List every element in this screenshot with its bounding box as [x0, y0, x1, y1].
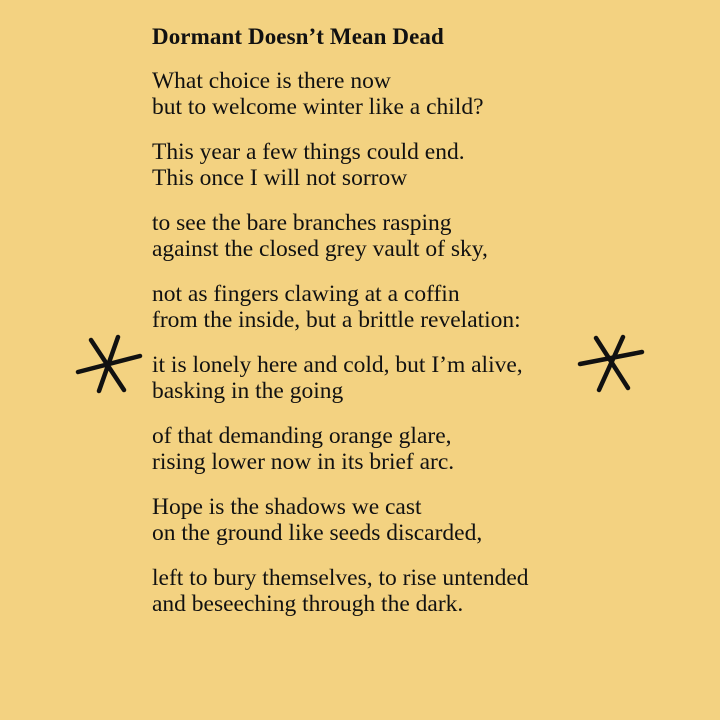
stanza-1 — [152, 68, 652, 120]
asterisk-star-icon — [576, 334, 646, 394]
poem-line: from the inside, but a brittle revelation: — [152, 307, 521, 333]
poem-line: to see the bare branches rasping — [152, 210, 452, 236]
stanza-6 — [152, 423, 652, 475]
poem-line: Hope is the shadows we cast — [152, 494, 422, 520]
poem-line: on the ground like seeds discarded, — [152, 520, 483, 546]
poem-line: against the closed grey vault of sky, — [152, 236, 488, 262]
poem-title: Dormant Doesn’t Mean Dead — [152, 24, 444, 49]
poem-line: of that demanding orange glare, — [152, 423, 452, 449]
asterisk-star-icon — [74, 334, 144, 394]
stanza-7 — [152, 494, 652, 546]
poem-line: it is lonely here and cold, but I’m alive, — [152, 352, 523, 378]
stanza-3 — [152, 210, 652, 262]
stanza-4 — [152, 281, 652, 333]
poem-line: not as fingers clawing at a coffin — [152, 281, 460, 307]
poem-line: rising lower now in its brief arc. — [152, 449, 455, 475]
poem-line: and beseeching through the dark. — [152, 591, 464, 617]
poem — [152, 22, 652, 636]
poem-line: What choice is there now — [152, 68, 391, 94]
poem-line: basking in the going — [152, 378, 344, 404]
stanza-8 — [152, 565, 652, 617]
stanza-2 — [152, 139, 652, 191]
poem-line: This once I will not sorrow — [152, 165, 408, 191]
poem-line: left to bury themselves, to rise untended — [152, 565, 529, 591]
poem-line: This year a few things could end. — [152, 139, 465, 165]
poem-line: but to welcome winter like a child? — [152, 94, 484, 120]
